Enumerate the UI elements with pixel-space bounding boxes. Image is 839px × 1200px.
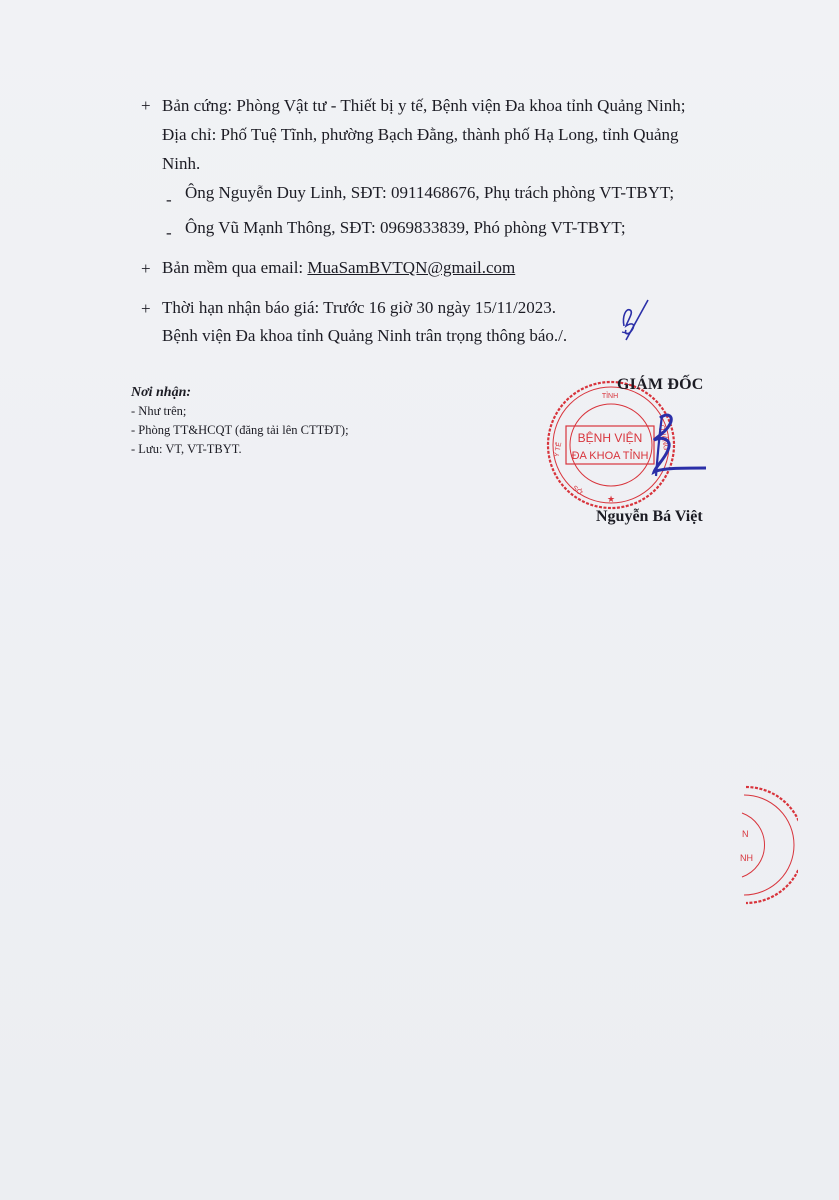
- stamp-line-2: ĐA KHOA TỈNH: [571, 450, 649, 462]
- signature-icon: [640, 410, 712, 485]
- deadline-text: Thời hạn nhận báo giá: Trước 16 giờ 30 ngày 15/11/2023.: [162, 298, 556, 317]
- edge-seal-icon: [738, 783, 798, 908]
- bullet-dash: -: [166, 190, 172, 209]
- recipient-item: - Phòng TT&HCQT (đăng tải lên CTTĐT);: [131, 423, 349, 437]
- bullet-plus: +: [141, 299, 151, 318]
- contact-2: Ông Vũ Mạnh Thông, SĐT: 0969833839, Phó phòng VT-TBYT;: [185, 218, 626, 237]
- stamp-line-1: BỆNH VIỆN: [577, 431, 643, 445]
- svg-text:★: ★: [606, 495, 616, 505]
- hard-copy-line-2: Địa chỉ: Phố Tuệ Tĩnh, phường Bạch Đằng, thành phố Hạ Long, tỉnh Quảng: [162, 125, 679, 144]
- stamp-ring-left: Y TẾ: [553, 441, 564, 458]
- recipient-item: - Như trên;: [131, 404, 187, 418]
- bullet-dash: -: [166, 223, 172, 242]
- closing-text: Bệnh viện Đa khoa tỉnh Quảng Ninh trân trọng thông báo./.: [162, 326, 568, 345]
- bullet-plus: +: [141, 96, 151, 115]
- signature-title: GIÁM ĐỐC: [617, 376, 704, 393]
- recipients-title: Nơi nhận:: [131, 385, 192, 400]
- svg-text:N: N: [742, 829, 749, 839]
- recipient-item: - Lưu: VT, VT-TBYT.: [131, 442, 242, 456]
- contact-1: Ông Nguyễn Duy Linh, SĐT: 0911468676, Phụ trách phòng VT-TBYT;: [185, 183, 675, 202]
- bullet-plus: +: [141, 259, 151, 278]
- hard-copy-line-3: Ninh.: [162, 154, 201, 173]
- hard-copy-line-1: Bản cứng: Phòng Vật tư - Thiết bị y tế, Bệnh viện Đa khoa tỉnh Quảng Ninh;: [162, 96, 686, 115]
- stamp-ring-top: TỈNH: [601, 393, 619, 400]
- stamp-ring-right: QUẢNG: [657, 424, 670, 451]
- signer-name: Nguyễn Bá Việt: [596, 508, 703, 525]
- soft-copy-label: Bản mềm qua email:: [162, 258, 308, 277]
- svg-text:NH: NH: [740, 853, 753, 863]
- email-link[interactable]: MuaSamBVTQN@gmail.com: [307, 258, 516, 277]
- soft-copy-line: [162, 258, 515, 278]
- stamp-ring-bottom: SỞ: [570, 484, 584, 497]
- initials-mark-icon: [612, 296, 652, 346]
